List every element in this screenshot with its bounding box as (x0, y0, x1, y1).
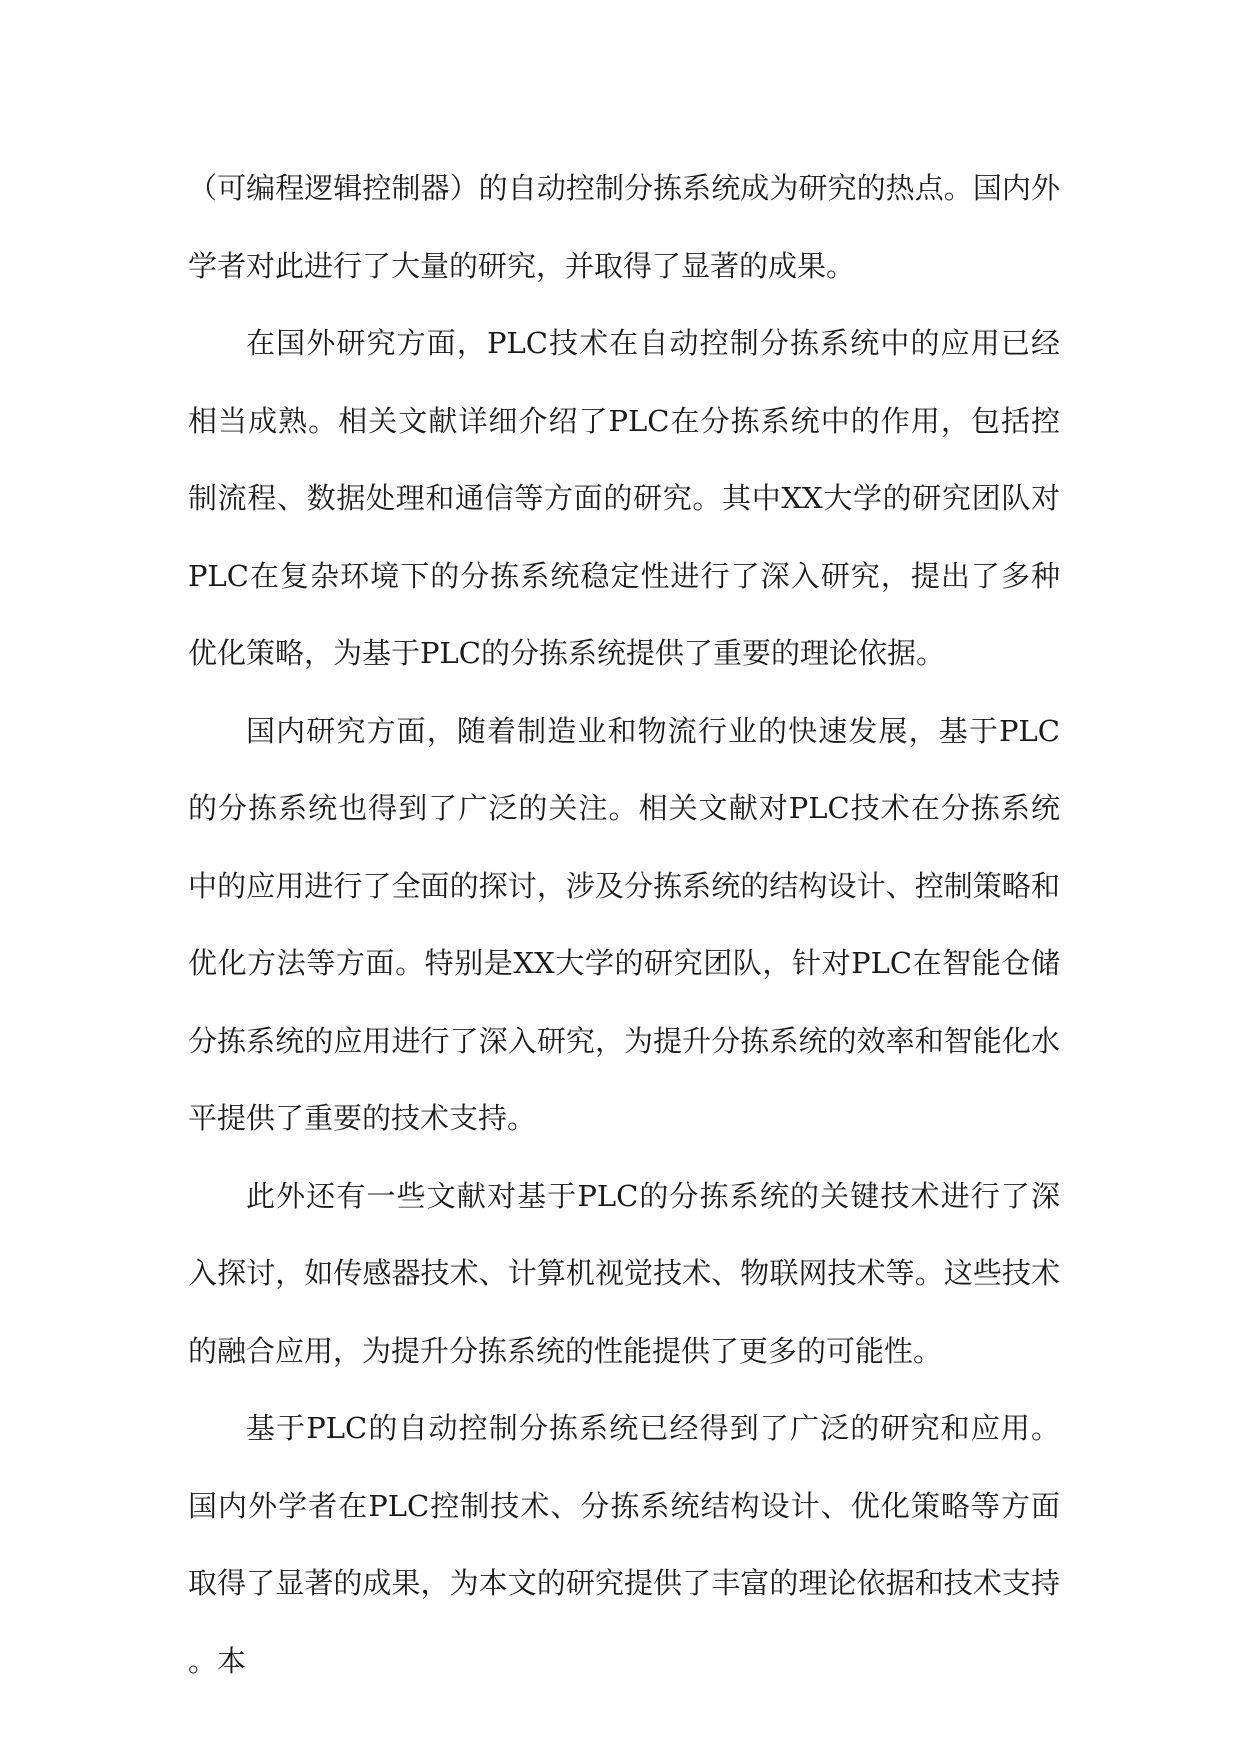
paragraph-key-technologies: 此外还有一些文献对基于PLC的分拣系统的关键技术进行了深入探讨，如传感器技术、计算机视觉技术、物联网技术等。这些技术的融合应用，为提升分拣系统的性能提供了更多的可能性。 (188, 1178, 1060, 1368)
paragraph-summary: 基于PLC的自动控制分拣系统已经得到了广泛的研究和应用。国内外学者在PLC控制技术、分拣系统结构设计、优化策略等方面取得了显著的成果，为本文的研究提供了丰富的理论依据和技术支持。本 (188, 1411, 1060, 1678)
paragraph-domestic-research: 国内研究方面，随着制造业和物流行业的快速发展，基于PLC的分拣系统也得到了广泛的关注。相关文献对PLC技术在分拣系统中的应用进行了全面的探讨，涉及分拣系统的结构设计、控制策略和优化方法等方面。特别是XX大学的研究团队，针对PLC在智能仓储分拣系统的应用进行了深入研究，为提升分拣系统的效率和智能化水平提供了重要的技术支持。 (188, 713, 1060, 1135)
paragraph-continuation: （可编程逻辑控制器）的自动控制分拣系统成为研究的热点。国内外学者对此进行了大量的研究，并取得了显著的成果。 (188, 171, 1060, 283)
paragraph-foreign-research: 在国外研究方面，PLC技术在自动控制分拣系统中的应用已经相当成熟。相关文献详细介绍了PLC在分拣系统中的作用，包括控制流程、数据处理和通信等方面的研究。其中XX大学的研究团队对PLC在复杂环境下的分拣系统稳定性进行了深入研究，提出了多种优化策略，为基于PLC的分拣系统提供了重要的理论依据。 (188, 326, 1060, 670)
document-body (188, 150, 1060, 1700)
